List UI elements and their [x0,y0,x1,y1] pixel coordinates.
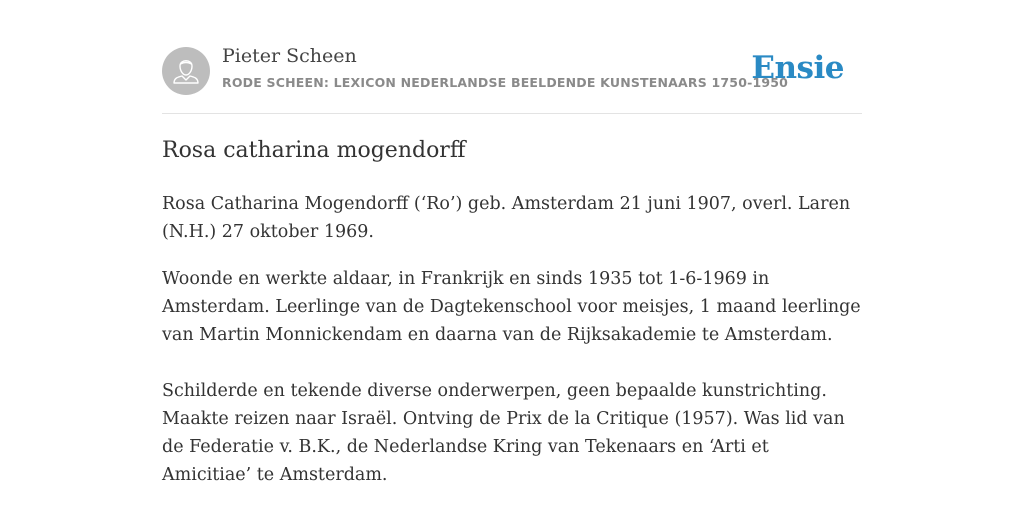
page [162,0,862,485]
article-body [162,190,862,489]
user-silhouette-icon [162,47,210,95]
source-title[interactable]: RODE SCHEEN: LEXICON NEDERLANDSE BEELDENDE KUNSTENAARS 1750-1950 [222,75,789,90]
article-header [162,0,862,114]
paragraph: Woonde en werkte aldaar, in Frankrijk en sinds 1935 tot 1-6-1969 in Amsterdam. Leerlinge van de Dagtekenschool voor meisjes, 1 maand leerlinge van Martin Monnickendam en daarna van de Rijksakademie te Amsterdam. [162,269,861,345]
article-title: Rosa catharina mogendorff [162,138,466,163]
paragraph: Schilderde en tekende diverse onderwerpen, geen bepaalde kunstrichting. Maakte reizen naar Israël. Ontving de Prix de la Critique (1957). Was lid van de Federatie v. B.K., de Nederlandse Kring van Tekenaars en ‘Arti et Amicitiae’ te Amsterdam. [162,381,845,485]
ensie-logo[interactable]: Ensie [751,50,844,86]
author-name[interactable]: Pieter Scheen [222,45,357,67]
author-avatar[interactable] [162,47,210,95]
paragraph: Rosa Catharina Mogendorff (‘Ro’) geb. Amsterdam 21 juni 1907, overl. Laren (N.H.) 27 oktober 1969. [162,194,851,242]
